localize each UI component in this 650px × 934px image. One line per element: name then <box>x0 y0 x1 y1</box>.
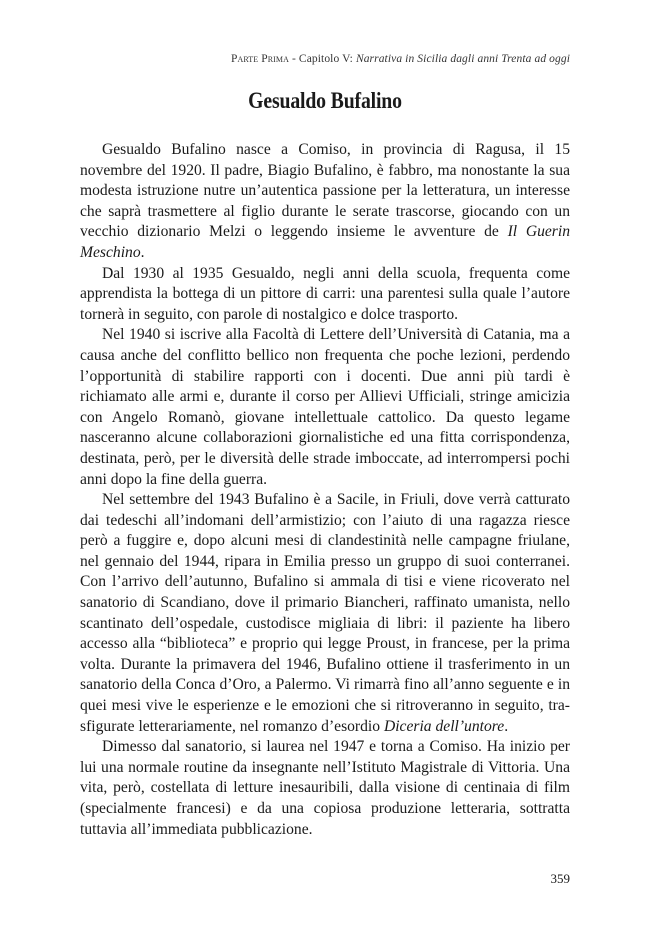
paragraph <box>80 737 570 840</box>
chapter-title: Narrativa in Sicilia dagli anni Trenta ad oggi <box>355 53 570 65</box>
part-label: Parte Prima <box>230 53 290 65</box>
paragraph <box>80 140 570 264</box>
paragraph-text-end: . <box>140 243 145 261</box>
header-separator: - <box>289 53 299 65</box>
paragraph <box>80 264 570 326</box>
paragraph <box>80 325 570 490</box>
page-number: 359 <box>550 871 570 886</box>
running-header <box>90 53 570 65</box>
section-title: Gesualdo Bufalino <box>248 88 402 113</box>
paragraph-text: Gesualdo Bufalino nasce a Comiso, in provincia di Ragusa, il 15 novembre del 1920. Il padre, Biagio Bufalino, è fabbro, ma nonostante la sua modesta istruzione nutre un’autentica passione per la letteratura, un interesse che saprà trasmettere al figlio durante le serate trascorse, giocando con un vecchio dizionario Melzi o leggendo insieme le avventure de <box>80 141 570 241</box>
book-title: Diceria dell’untore <box>383 717 505 735</box>
chapter-label: Capitolo V: <box>298 53 353 65</box>
paragraph-text: Dimesso dal sanatorio, si laurea nel 1947 e torna a Comiso. Ha inizio per lui una normale routine da insegnante nell’Istituto Magistrale di Vittoria. Una vita, però, costellata di letture inesauribili, dalla visione di centinaia di film (specialmente francesi) e da una copiosa produzione letteraria, sottratta tuttavia all’immediata pubblicazione. <box>80 738 570 838</box>
book-title: Il Guerin Meschino <box>80 223 570 261</box>
paragraph-text: Nel 1940 si iscrive alla Facoltà di Lettere dell’Università di Catania, ma a causa anche del conflitto bellico non frequenta che poche lezioni, perdendo l’opportunità di stabilire rapporti con i docenti. Due anni più tardi è richiamato alle armi e, durante il corso per Allievi Ufficiali, stringe amicizia con Angelo Romanò, giovane intellettuale cattolico. Da questo legame nasceranno alcune collaborazioni giornalistiche ed una fitta corrispondenza, destinata, però, per le diversità delle strade imboccate, ad interrompersi pochi anni dopo la fine della guerra. <box>80 326 570 488</box>
paragraph-text-end: . <box>504 717 509 735</box>
paragraph-text: Nel settembre del 1943 Bufalino è a Sacile, in Friuli, dove verrà catturato dai tedeschi all’indomani dell’armistizio; con l’aiuto di una ragazza riesce però a fuggire e, dopo alcuni mesi di clandestinità nelle campagne friulane, nel gennaio del 1944, ripara in Emilia presso un gruppo di suoi conterranei. Con l’arrivo dell’autunno, Bufalino si ammala di tisi e viene ricoverato nel sanatorio di Scandiano, dove il primario Biancheri, raffinato umanista, nello scantinato dell’ospedale, custodisce migliaia di libri: il paziente ha libero accesso alla “biblioteca” e proprio qui legge Proust, in francese, per la prima volta. Durante la primavera del 1946, Bufalino ottiene il trasferimento in un sanatorio della Conca d’Oro, a Palermo. Vi rimarrà fino all’anno seguente e in quei mesi vive le esperienze e le emozioni che si ritroveranno in seguito, trasfigurate letterariamente, nel romanzo d’esordio <box>80 491 570 735</box>
body-text <box>80 140 570 840</box>
paragraph <box>80 490 570 737</box>
paragraph-text: Dal 1930 al 1935 Gesualdo, negli anni della scuola, frequenta come apprendista la bottega di un pittore di carri: una parentesi sulla quale l’autore tornerà in seguito, con parole di nostalgico e dolce trasporto. <box>80 264 570 323</box>
